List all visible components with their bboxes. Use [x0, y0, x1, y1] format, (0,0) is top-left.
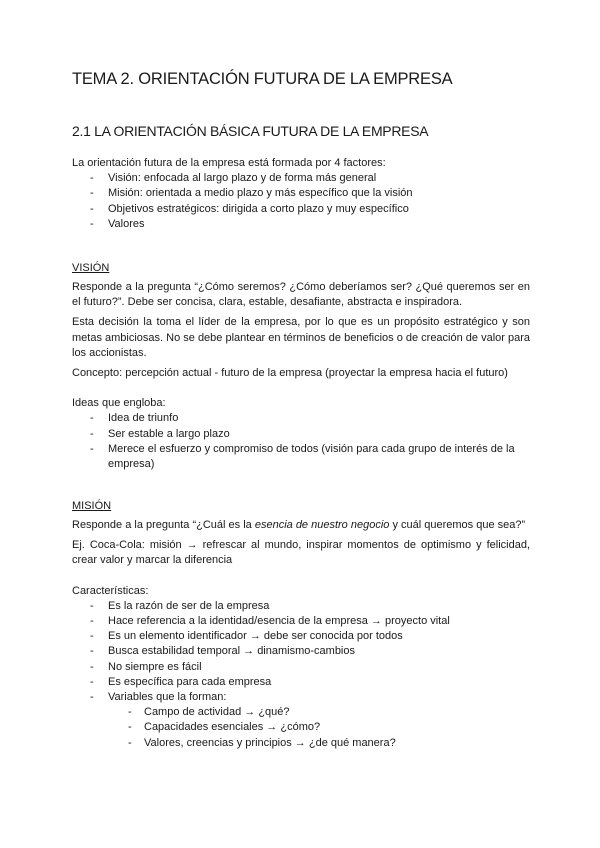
mision-example: Ej. Coca-Cola: misión → refrescar al mundo, inspirar momentos de optimismo y felicidad, crear valor y marcar la diferencia — [72, 539, 530, 567]
list-item: - Es específica para cada empresa — [72, 675, 530, 690]
variables-sublist — [72, 705, 530, 751]
list-item: - Misión: orientada a medio plazo y más específico que la visión — [72, 186, 530, 201]
ideas-list — [72, 411, 530, 472]
vision-paragraph-2: Esta decisión la toma el líder de la empresa, por lo que es un propósito estratégico y son metas ambiciosas. No se debe plantear en términos de beneficios o de creación de valor para los accionistas. — [72, 316, 530, 359]
list-item: - No siempre es fácil — [72, 660, 530, 675]
list-item: - Hace referencia a la identidad/esencia de la empresa → proyecto vital — [72, 614, 530, 629]
factors-list — [72, 171, 530, 232]
vision-heading: VISIÓN — [72, 262, 110, 274]
mision-heading: MISIÓN — [72, 500, 112, 512]
list-item: - Valores — [72, 217, 530, 232]
list-item: - Capacidades esenciales → ¿cómo? — [72, 720, 530, 735]
mision-block — [72, 518, 530, 751]
document-title: TEMA 2. ORIENTACIÓN FUTURA DE LA EMPRESA — [72, 70, 453, 88]
list-item: - Merece el esfuerzo y compromiso de todos (visión para cada grupo de interés de la empresa) — [72, 442, 530, 472]
characteristics-label: Características: — [72, 584, 149, 597]
vision-block — [72, 280, 530, 472]
intro-block — [72, 156, 530, 232]
list-item: - Busca estabilidad temporal → dinamismo-cambios — [72, 644, 530, 659]
list-item: - Idea de triunfo — [72, 411, 530, 426]
list-item: - Campo de actividad → ¿qué? — [72, 705, 530, 720]
list-item: - Objetivos estratégicos: dirigida a corto plazo y muy específico — [72, 202, 530, 217]
intro-text: La orientación futura de la empresa está formada por 4 factores: — [72, 157, 386, 169]
list-item: - Ser estable a largo plazo — [72, 427, 530, 442]
characteristics-list — [72, 599, 530, 705]
ideas-label: Ideas que engloba: — [72, 397, 166, 410]
text-span: Responde a la pregunta “¿Cuál es la — [72, 519, 255, 531]
list-item: - Es la razón de ser de la empresa — [72, 599, 530, 614]
vision-paragraph-1: Responde a la pregunta “¿Cómo seremos? ¿Cómo deberíamos ser? ¿Qué queremos ser en el futuro?”. Debe ser concisa, clara, estable, desafiante, abstracta e inspiradora. — [72, 281, 530, 309]
list-item: - Variables que la forman: — [72, 690, 530, 705]
mision-paragraph-1 — [72, 518, 530, 533]
list-item: - Es un elemento identificador → debe ser conocida por todos — [72, 629, 530, 644]
text-span: y cuál queremos que sea?” — [389, 519, 526, 531]
list-item: - Valores, creencias y principios → ¿de qué manera? — [72, 736, 530, 751]
list-item: - Visión: enfocada al largo plazo y de forma más general — [72, 171, 530, 186]
italic-text: esencia de nuestro negocio — [254, 519, 390, 531]
section-title: 2.1 LA ORIENTACIÓN BÁSICA FUTURA DE LA EMPRESA — [72, 123, 429, 139]
vision-concept: Concepto: percepción actual - futuro de la empresa (proyectar la empresa hacia el futuro) — [72, 367, 508, 380]
